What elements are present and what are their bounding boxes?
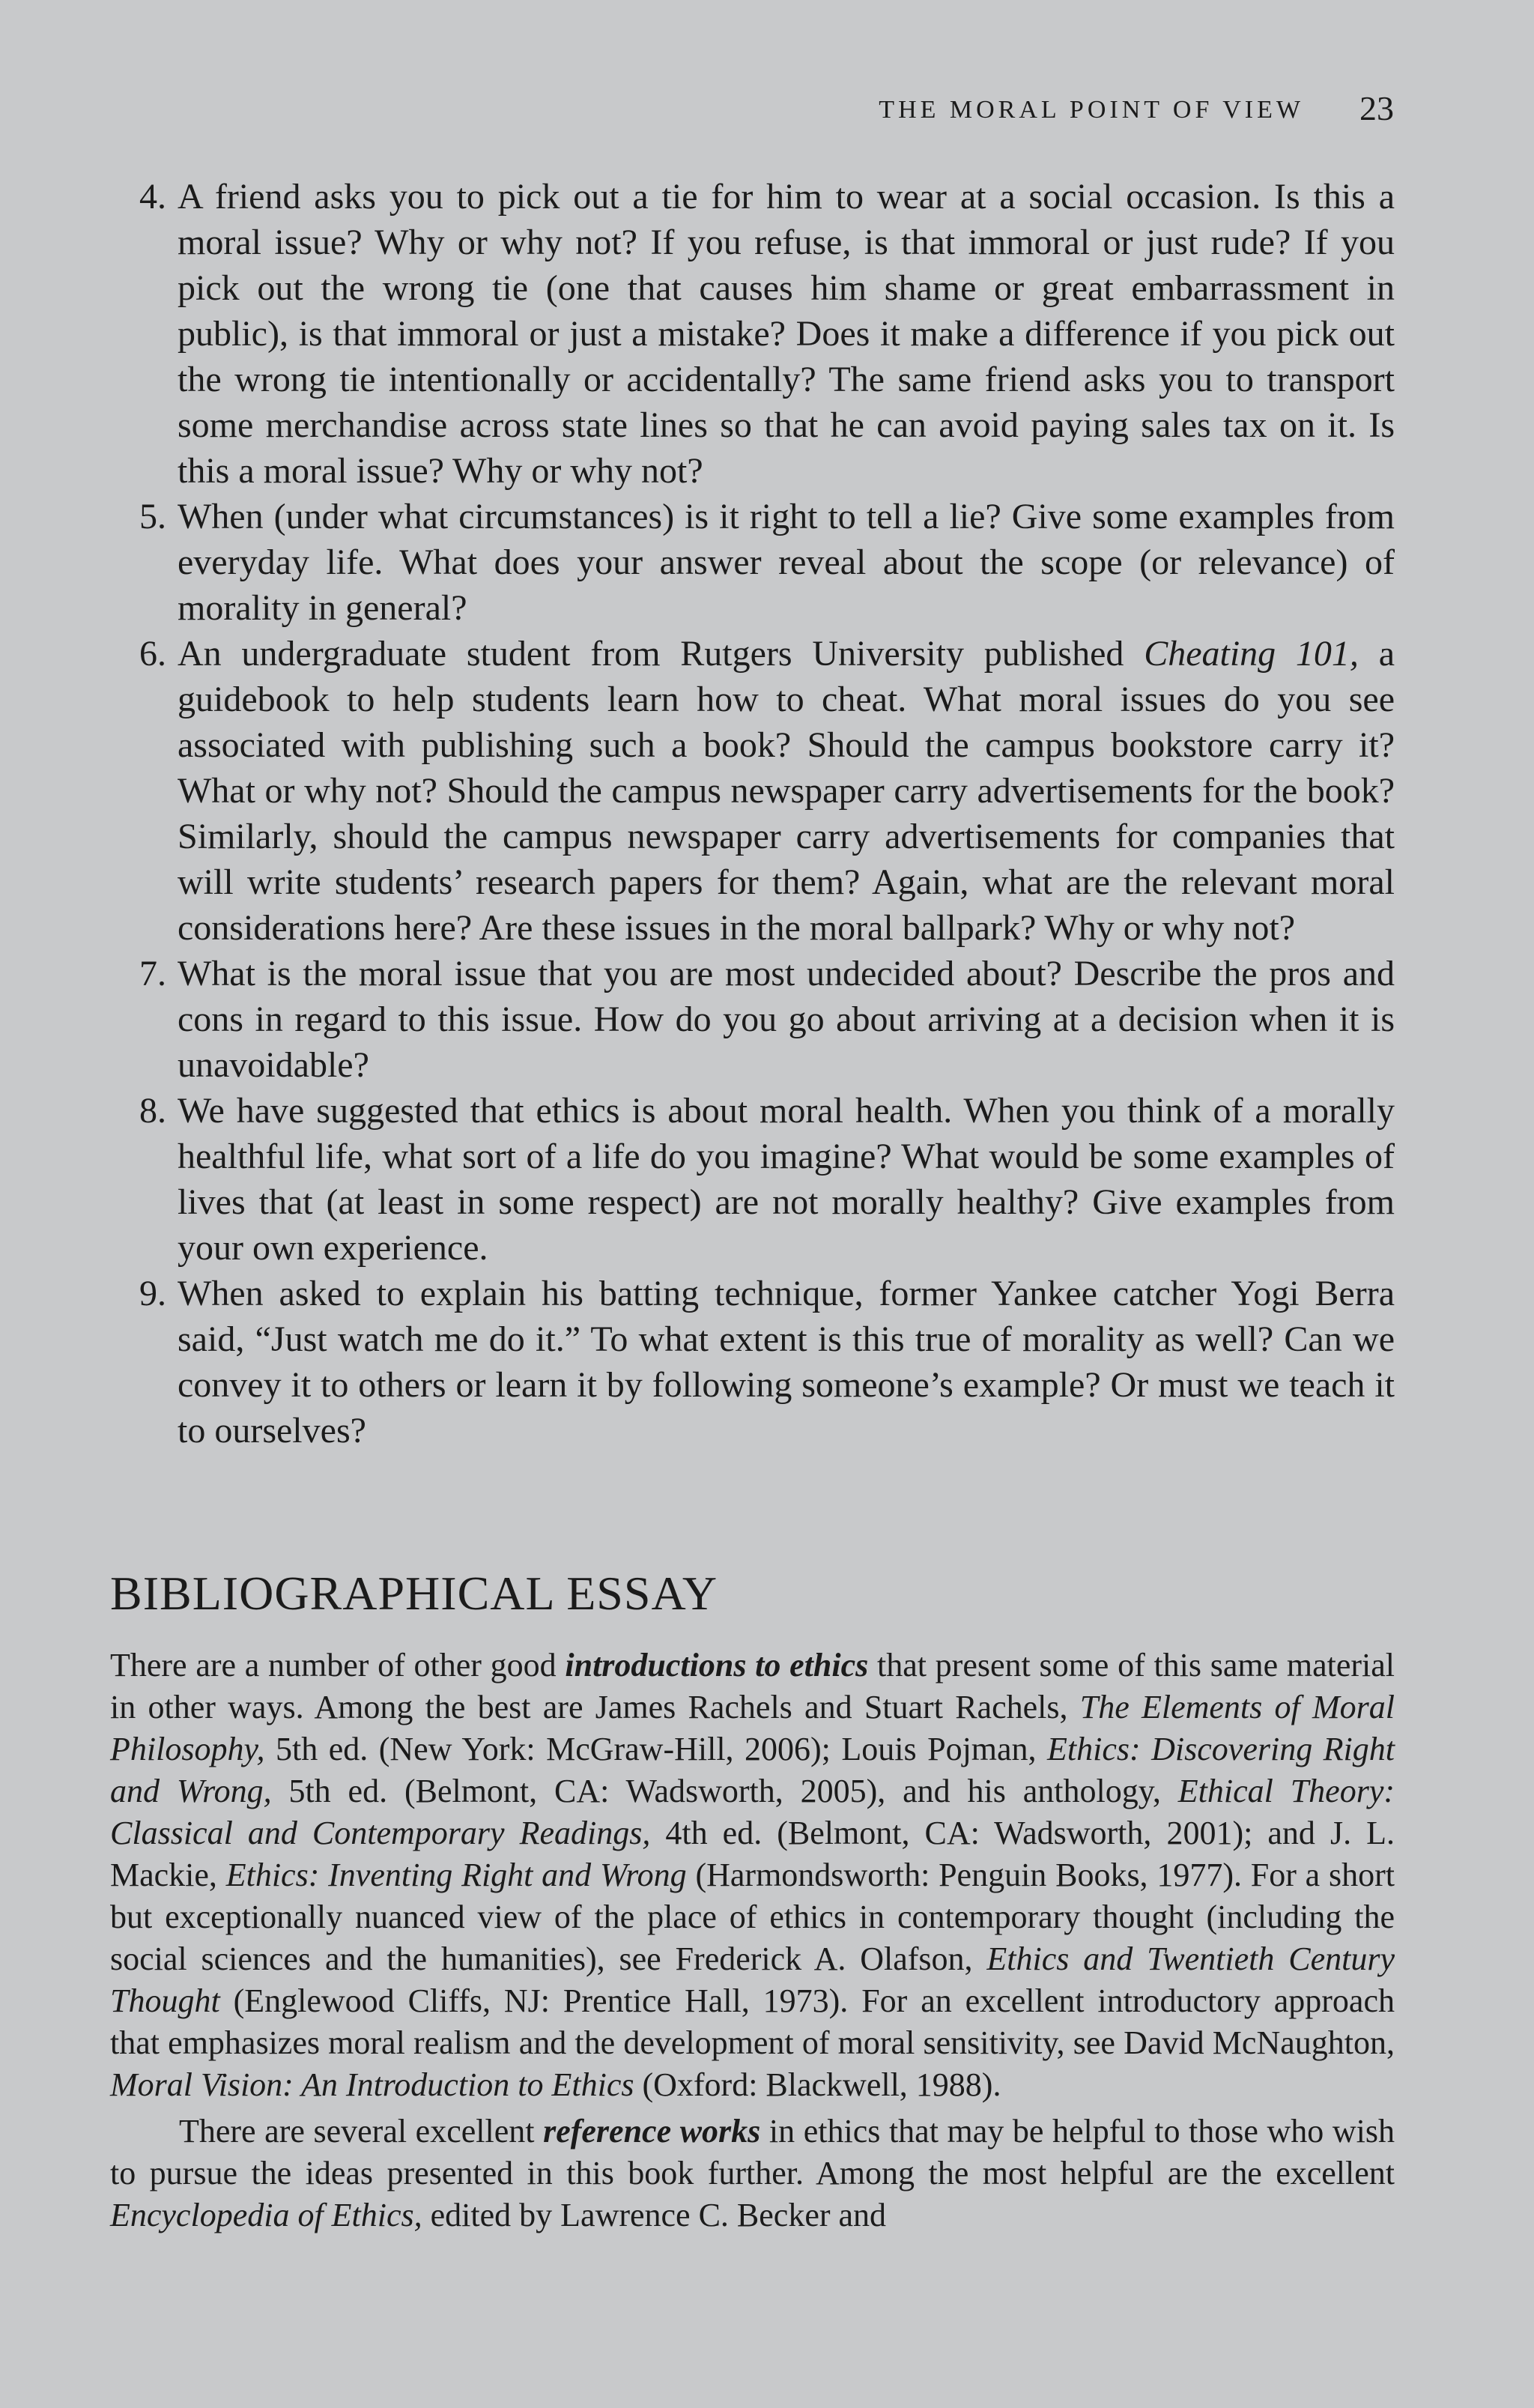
- text-run: that present some of this same material in other ways. Among the best are James Rachels and Stuart Rachels,: [110, 1647, 1395, 1725]
- book-title: Ethical Theory: Classical and Contemporary Readings,: [110, 1773, 1395, 1851]
- essay-paragraph: [110, 2111, 1395, 2236]
- bibliographical-essay: [110, 1645, 1395, 2236]
- text-run: (Harmondsworth: Penguin Books, 1977). For a short but exceptionally nuanced view of the place of ethics in contemporary thought (including the social sciences and the humanities), see Frederick A. Olafson,: [110, 1857, 1395, 1977]
- question-list: [112, 174, 1395, 1453]
- page-number: 23: [1359, 89, 1394, 127]
- text-run: 5th ed. (New York: McGraw-Hill, 2006); Louis Pojman,: [264, 1731, 1048, 1767]
- running-head: THE MORAL POINT OF VIEW: [879, 96, 1304, 124]
- question-text: A friend asks you to pick out a tie for him to wear at a social occasion. Is this a moral issue? Why or why not? If you refuse, is that immoral or just rude? If you pick out the wrong tie (one that causes him shame or great embarrassment in public), is that immoral or just a mistake? Does it make a difference if you pick out the wrong tie intentionally or accidentally? The same friend asks you to transport some merchandise across state lines so that he can avoid paying sales tax on it. Is this a moral issue? Why or why not?: [178, 177, 1395, 491]
- essay-paragraph: [110, 1645, 1395, 2106]
- book-title: Ethics: Inventing Right and Wrong: [225, 1857, 687, 1893]
- list-item: [112, 174, 1395, 494]
- text-run: There are a number of other good: [110, 1647, 566, 1684]
- book-title: Encyclopedia of Ethics,: [110, 2197, 422, 2233]
- book-title: Ethics and Twentieth Century Thought: [110, 1940, 1395, 2019]
- section-heading: BIBLIOGRAPHICAL ESSAY: [110, 1567, 718, 1620]
- list-item: [112, 631, 1395, 951]
- question-number: 9.: [139, 1274, 166, 1313]
- book-title: The Elements of Moral Philosophy,: [110, 1689, 1395, 1767]
- text-run: An undergraduate student from Rutgers University published: [178, 634, 1145, 674]
- list-item: [112, 1271, 1395, 1453]
- question-number: 4.: [139, 177, 166, 217]
- question-number: 7.: [139, 954, 166, 993]
- text-run: edited by Lawrence C. Becker and: [422, 2197, 887, 2233]
- text-run: (Oxford: Blackwell, 1988).: [634, 2066, 1001, 2103]
- text-run: in ethics that may be helpful to those who wish to pursue the ideas presented in this book further. Among the most helpful are the excellent: [110, 2113, 1395, 2191]
- list-item: [112, 951, 1395, 1088]
- list-item: [112, 494, 1395, 631]
- keyword: reference works: [543, 2113, 761, 2150]
- question-text: When asked to explain his batting technique, former Yankee catcher Yogi Berra said, “Just watch me do it.” To what extent is this true of morality as well? Can we convey it to others or learn it by following someone’s example? Or must we teach it to ourselves?: [178, 1274, 1395, 1450]
- question-text: When (under what circumstances) is it right to tell a lie? Give some examples from everyday life. What does your answer reveal about the scope (or relevance) of morality in general?: [178, 497, 1395, 628]
- text-run: There are several excellent: [179, 2113, 544, 2150]
- list-item: [112, 1088, 1395, 1271]
- text-run: (Englewood Cliffs, NJ: Prentice Hall, 1973). For an excellent introductory approach that emphasizes moral realism and the development of moral sensitivity, see David McNaughton,: [110, 1982, 1395, 2061]
- text-run: 4th ed. (Belmont, CA: Wadsworth, 2001); and J. L. Mackie,: [110, 1815, 1395, 1893]
- keyword: introductions to ethics: [565, 1647, 869, 1684]
- question-text: [178, 631, 1395, 951]
- page-header: [0, 88, 1534, 133]
- question-number: 6.: [139, 634, 166, 674]
- question-number: 5.: [139, 497, 166, 536]
- text-run: 5th ed. (Belmont, CA: Wadsworth, 2005), and his anthology,: [271, 1773, 1178, 1809]
- question-text: We have suggested that ethics is about moral health. When you think of a morally healthful life, what sort of a life do you imagine? What would be some examples of lives that (at least in some respect) are not morally healthy? Give examples from your own experience.: [178, 1091, 1395, 1268]
- question-number: 8.: [139, 1091, 166, 1131]
- text-run: a guidebook to help students learn how to cheat. What moral issues do you see associated with publishing such a book? Should the campus bookstore carry it? What or why not? Should the campus newspaper carry advertisements for the book? Similarly, should the campus newspaper carry advertisements for companies that will write students’ research papers for them? Again, what are the relevant moral considerations here? Are these issues in the moral ballpark? Why or why not?: [178, 634, 1395, 948]
- question-text: What is the moral issue that you are most undecided about? Describe the pros and cons in regard to this issue. How do you go about arriving at a decision when it is unavoidable?: [178, 954, 1395, 1085]
- book-title: Ethics: Discovering Right and Wrong,: [110, 1731, 1395, 1809]
- book-title: Cheating 101,: [1144, 634, 1359, 674]
- book-title: Moral Vision: An Introduction to Ethics: [110, 2066, 634, 2103]
